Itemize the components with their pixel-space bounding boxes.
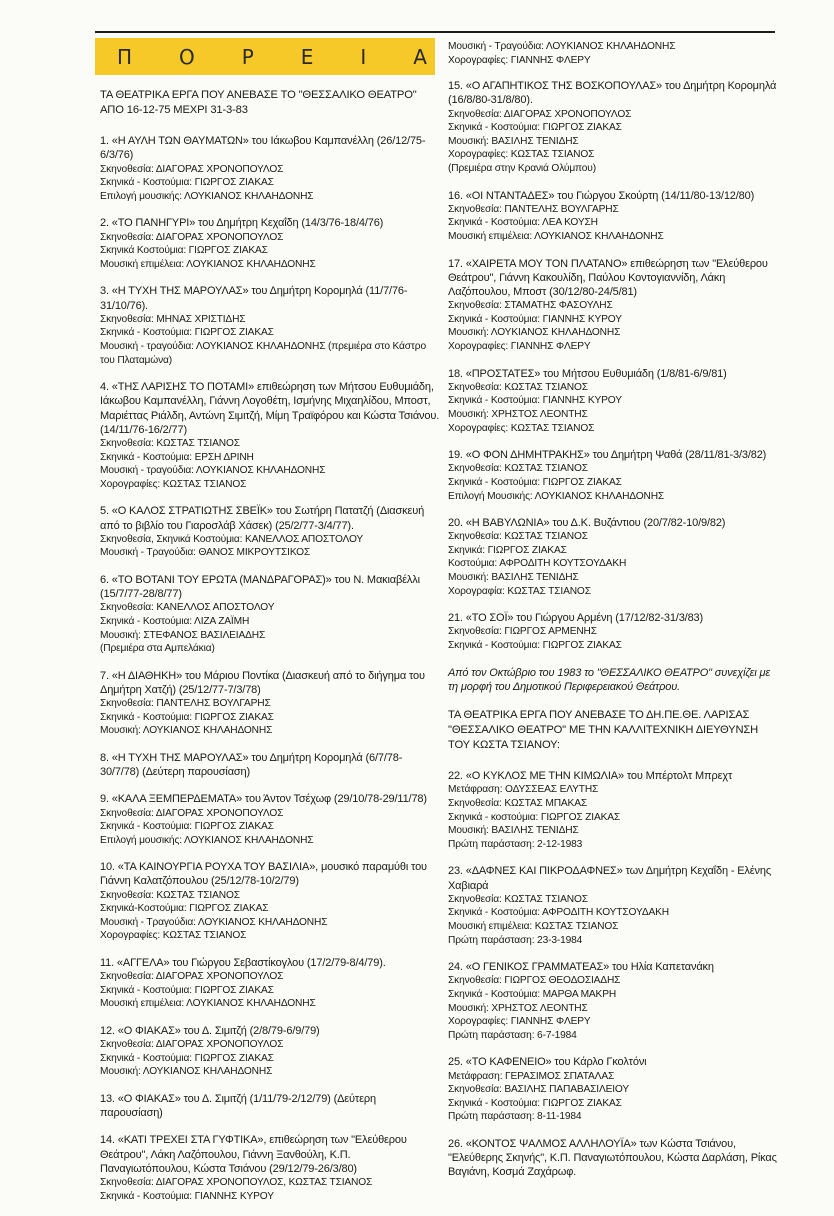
credit-line: Σκηνοθεσία: ΔΙΑΓΟΡΑΣ ΧΡΟΝΟΠΟΥΛΟΣ: [100, 231, 284, 243]
play-entry: [448, 448, 778, 503]
credit-line: (Πρεμιέρα στην Κρανιά Ολύμπου): [448, 162, 596, 174]
play-list-right: [448, 79, 778, 652]
credit-line: Σκηνικά - Κοστούμια: ΓΙΑΝΝΗΣ ΚΥΡΟΥ: [448, 395, 622, 407]
credit-line: Σκηνικά Κοστούμια: ΓΙΩΡΓΟΣ ΖΙΑΚΑΣ: [100, 245, 268, 257]
credit-line: Επιλογή μουσικής: ΛΟΥΚΙΑΝΟΣ ΚΗΛΑΗΔΟΝΗΣ: [100, 834, 314, 846]
credit-line: Σκηνοθεσία: ΚΩΣΤΑΣ ΜΠΑΚΑΣ: [448, 798, 587, 810]
credit-line: Μουσική επιμέλεια: ΛΟΥΚΙΑΝΟΣ ΚΗΛΑΗΔΟΝΗΣ: [448, 230, 664, 242]
credit-line: Μουσική: ΛΟΥΚΙΑΝΟΣ ΚΗΛΑΗΔΟΝΗΣ: [448, 327, 621, 339]
play-entry: [100, 504, 440, 560]
credit-line: Σκηνικά - Κοστούμια: ΓΙΑΝΝΗΣ ΚΥΡΟΥ: [100, 1190, 274, 1202]
play-entry: [100, 751, 440, 779]
play-title: 12. «Ο ΦΙΑΚΑΣ» του Δ. Σιμιτζή (2/8/79-6/9/79): [100, 1025, 320, 1038]
credit-line: Μουσική επιμέλεια: ΛΟΥΚΙΑΝΟΣ ΚΗΛΑΗΔΟΝΗΣ: [100, 258, 316, 270]
play-entry: [448, 189, 778, 244]
credit-line: Σκηνικά - Κοστούμια: ΕΡΣΗ ΔΡΙΝΗ: [100, 451, 254, 463]
play-entry: [100, 792, 440, 847]
credit-line: Σκηνοθεσία: ΒΑΣΙΛΗΣ ΠΑΠΑΒΑΣΙΛΕΙΟΥ: [448, 1084, 630, 1096]
credit-line: Σκηνικά - Κοστούμια: ΓΙΩΡΓΟΣ ΖΙΑΚΑΣ: [100, 1052, 274, 1064]
credit-line: Μουσική - Τραγούδια: ΛΟΥΚΙΑΝΟΣ ΚΗΛΑΗΔΟΝΗΣ: [448, 41, 676, 52]
play-entry: [100, 284, 440, 367]
banner-letter: Ι: [360, 44, 367, 69]
play-title: 8. «Η ΤΥΧΗ ΤΗΣ ΜΑΡΟΥΛΑΣ» του Δημήτρη Κορομηλά (6/7/78-30/7/78) (Δεύτερη παρουσίαση): [100, 751, 403, 779]
play-entry: [100, 1024, 440, 1079]
play-title: 11. «ΑΓΓΕΛΑ» του Γιώργου Σεβαστίκογλου (17/2/79-8/4/79).: [100, 957, 386, 970]
play-entry: [448, 516, 778, 598]
play-title: 24. «Ο ΓΕΝΙΚΟΣ ΓΡΑΜΜΑΤΕΑΣ» του Ηλία Καπετανάκη: [448, 961, 714, 974]
credit-line: Σκηνοθεσία: ΜΗΝΑΣ ΧΡΙΣΤΙΔΗΣ: [100, 313, 246, 325]
transition-note: Από τον Οκτώβριο του 1983 το "ΘΕΣΣΑΛΙΚΟ ΘΕΑΤΡΟ" συνεχίζει με τη μορφή του Δημοτικού Περιφερειακού Θεάτρου.: [448, 666, 771, 694]
play-entry: [448, 864, 778, 947]
credit-line: Σκηνικά - Κοστούμια: ΓΙΩΡΓΟΣ ΖΙΑΚΑΣ: [100, 821, 274, 833]
banner-letter: Ρ: [241, 44, 254, 69]
play-entry: [100, 1092, 440, 1120]
play-title: 22. «Ο ΚΥΚΛΟΣ ΜΕ ΤΗΝ ΚΙΜΩΛΙΑ» του Μπέρτολτ Μπρεχτ: [448, 770, 733, 783]
credit-line: Πρώτη παράσταση: 8-11-1984: [448, 1111, 582, 1123]
credit-line: Σκηνικά - Κοστούμια: ΓΙΩΡΓΟΣ ΖΙΑΚΑΣ: [448, 122, 622, 134]
play-title: 26. «ΚΟΝΤΟΣ ΨΑΛΜΟΣ ΑΛΛΗΛΟΥΪΑ» των Κώστα Τσιάνου, "Ελεύθερης Σκηνής", Κ.Π. Παναγιωτόπουλου, Κώστα Δαρλάση, Ρίκας Βαγιάνη, Κοσμά Ζαχάρωφ.: [448, 1137, 777, 1179]
credit-line: Πρώτη παράσταση: 23-3-1984: [448, 934, 583, 946]
play-title: 14. «ΚΑΤΙ ΤΡΕΧΕΙ ΣΤΑ ΓΥΦΤΙΚΑ», επιθεώρηση των "Ελεύθερου Θεάτρου", Λάκη Λαζόπουλου, Γιάννη Ξανθούλη, Κ.Π. Παναγιωτόπουλου, Κώστα Τσιάνου (29/12/79-26/3/80): [100, 1134, 407, 1175]
credit-line: Σκηνοθεσία: ΔΙΑΓΟΡΑΣ ΧΡΟΝΟΠΟΥΛΟΣ: [100, 807, 284, 819]
play-title: 9. «ΚΑΛΑ ΞΕΜΠΕΡΔΕΜΑΤΑ» του Άντον Τσέχωφ (29/10/78-29/11/78): [100, 793, 427, 806]
credit-line: Σκηνικά - Κοστούμια: ΓΙΩΡΓΟΣ ΖΙΑΚΑΣ: [448, 476, 622, 488]
credit-line: Σκηνικά - Κοστούμια: ΓΙΩΡΓΟΣ ΖΙΑΚΑΣ: [100, 177, 274, 189]
banner-letter: Π: [117, 44, 133, 69]
play-entry: [448, 1055, 778, 1124]
play-title: 21. «ΤΟ ΣΟΪ» του Γιώργου Αρμένη (17/12/82-31/3/83): [448, 612, 704, 625]
credit-line: Σκηνοθεσία: ΔΙΑΓΟΡΑΣ ΧΡΟΝΟΠΟΥΛΟΣ: [448, 108, 632, 120]
play-title: 25. «ΤΟ ΚΑΦΕΝΕΙΟ» του Κάρλο Γκολτόνι: [448, 1056, 647, 1069]
section-banner: [95, 38, 435, 75]
play-list-dipethe: [448, 769, 778, 1179]
credit-line: Σκηνικά - Κοστούμια: ΓΙΩΡΓΟΣ ΖΙΑΚΑΣ: [448, 640, 622, 652]
section-heading: ΤΑ ΘΕΑΤΡΙΚΑ ΕΡΓΑ ΠΟΥ ΑΝΕΒΑΣΕ ΤΟ "ΘΕΣΣΑΛΙΚΟ ΘΕΑΤΡΟ" ΑΠΟ 16-12-75 ΜΕΧΡΙ 31-3-83: [100, 89, 417, 116]
play-entry: [100, 1133, 440, 1203]
credit-line: Μετάφραση: ΟΔΥΣΣΕΑΣ ΕΛΥΤΗΣ: [448, 784, 599, 796]
play-entry: [100, 956, 440, 1011]
play-entry: [448, 367, 778, 436]
credit-line: Μουσική - τραγούδια: ΛΟΥΚΙΑΝΟΣ ΚΗΛΑΗΔΟΝΗΣ (πρεμιέρα στο Κάστρο του Πλαταμώνα): [100, 340, 426, 366]
credit-line: Σκηνοθεσία: ΠΑΝΤΕΛΗΣ ΒΟΥΛΓΑΡΗΣ: [100, 698, 271, 710]
credit-line: Σκηνικά - Κοστούμια: ΛΕΑ ΚΟΥΣΗ: [448, 217, 598, 229]
top-rule: [95, 31, 775, 33]
play-title: 2. «ΤΟ ΠΑΝΗΓΥΡΙ» του Δημήτρη Κεχαΐδη (14/3/76-18/4/76): [100, 217, 384, 230]
credit-line: Μουσική - Τραγούδια: ΘΑΝΟΣ ΜΙΚΡΟΥΤΣΙΚΟΣ: [100, 547, 311, 559]
credit-line: Μουσική: ΣΤΕΦΑΝΟΣ ΒΑΣΙΛΕΙΑΔΗΣ: [100, 629, 266, 641]
play-title: 17. «ΧΑΙΡΕΤΑ ΜΟΥ ΤΟΝ ΠΛΑΤΑΝΟ» επιθεώρηση των "Ελεύθερου Θεάτρου", Γιάννη Κακουλίδη, Παύλου Κοντογιαννίδη, Λάκη Λαζόπουλου, Μποστ (30/12/80-24/5/81): [448, 257, 768, 298]
credit-line: Μουσική: ΧΡΗΣΤΟΣ ΛΕΟΝΤΗΣ: [448, 408, 588, 420]
play-title: 7. «Η ΔΙΑΘΗΚΗ» του Μάριου Ποντίκα (Διασκευή από το διήγημα του Δημήτρη Χατζή) (25/12/77-7/3/78): [100, 669, 425, 696]
credit-line: (Πρεμιέρα στα Αμπελάκια): [100, 643, 215, 655]
credit-line: Χορογραφίες: ΓΙΑΝΝΗΣ ΦΛΕΡΥ: [448, 340, 591, 352]
play-entry: [100, 573, 440, 656]
credit-line: Σκηνοθεσία: ΔΙΑΓΟΡΑΣ ΧΡΟΝΟΠΟΥΛΟΣ: [100, 1039, 284, 1051]
credit-line: Σκηνοθεσία: ΚΩΣΤΑΣ ΤΣΙΑΝΟΣ: [100, 889, 240, 901]
credit-line: Σκηνικά - Κοστούμια: ΓΙΩΡΓΟΣ ΖΙΑΚΑΣ: [100, 711, 274, 723]
credit-line: Μουσική: ΒΑΣΙΛΗΣ ΤΕΝΙΔΗΣ: [448, 135, 579, 147]
play-entry: [100, 216, 440, 271]
play-title: 16. «ΟΙ ΝΤΑΝΤΑΔΕΣ» του Γιώργου Σκούρτη (14/11/80-13/12/80): [448, 189, 755, 202]
play-title: 1. «Η ΑΥΛΗ ΤΩΝ ΘΑΥΜΑΤΩΝ» του Ιάκωβου Καμπανέλλη (26/12/75-6/3/76): [100, 135, 426, 162]
credit-line: Σκηνικά - κοστούμια: ΓΙΩΡΓΟΣ ΖΙΑΚΑΣ: [448, 811, 621, 823]
play-entry: [100, 134, 440, 203]
play-entry: [100, 380, 440, 491]
credit-line: Σκηνοθεσία: ΓΙΩΡΓΟΣ ΘΕΟΔΟΣΙΑΔΗΣ: [448, 975, 621, 987]
credit-line: Σκηνοθεσία, Σκηνικά Κοστούμια: ΚΑΝΕΛΛΟΣ ΑΠΟΣΤΟΛΟΥ: [100, 533, 364, 545]
credit-line: Πρώτη παράσταση: 2-12-1983: [448, 838, 583, 850]
credit-line: Σκηνοθεσία: ΓΙΩΡΓΟΣ ΑΡΜΕΝΗΣ: [448, 626, 597, 638]
credit-line: Χορογραφίες: ΚΩΣΤΑΣ ΤΣΙΑΝΟΣ: [448, 422, 595, 434]
credit-line: Μουσική: ΒΑΣΙΛΗΣ ΤΕΝΙΔΗΣ: [448, 825, 579, 837]
play-entry: [448, 960, 778, 1042]
play-title: 18. «ΠΡΟΣΤΑΤΕΣ» του Μήτσου Ευθυμιάδη (1/8/81-6/9/81): [448, 367, 727, 380]
play-entry: [448, 79, 778, 175]
play-title: 4. «ΤΗΣ ΛΑΡΙΣΗΣ ΤΟ ΠΟΤΑΜΙ» επιθεώρηση των Μήτσου Ευθυμιάδη, Ιάκωβου Καμπανέλλη, Γιάννη Λογοθέτη, Ισμήνης Μιχαηλίδου, Μποστ, Μαριέττας Ριάλδη, Αντώνη Σιμιτζή, Μίμη Τραϊφόρου και Κώστα Τσιάνου. (14/11/76-16/2/77): [100, 381, 440, 436]
play-list-left: [100, 134, 440, 1203]
credit-line: Κοστούμια: ΑΦΡΟΔΙΤΗ ΚΟΥΤΣΟΥΔΑΚΗ: [448, 558, 627, 570]
credit-line: Χορογραφίες: ΓΙΑΝΝΗΣ ΦΛΕΡΥ: [448, 1016, 591, 1028]
play-entry: [448, 769, 778, 851]
section-heading-2: ΤΑ ΘΕΑΤΡΙΚΑ ΕΡΓΑ ΠΟΥ ΑΝΕΒΑΣΕ ΤΟ ΔΗ.ΠΕ.ΘΕ. ΛΑΡΙΣΑΣ "ΘΕΣΣΑΛΙΚΟ ΘΕΑΤΡΟ" ΜΕ ΤΗΝ ΚΑΛΛΙΤΕΧΝΙΚΗ ΔΙΕΥΘΥΝΣΗ ΤΟΥ ΚΩΣΤΑ ΤΣΙΑΝΟΥ:: [448, 709, 759, 751]
credit-line: Μουσική επιμέλεια: ΛΟΥΚΙΑΝΟΣ ΚΗΛΑΗΔΟΝΗΣ: [100, 998, 316, 1010]
credit-line: Σκηνοθεσία: ΔΙΑΓΟΡΑΣ ΧΡΟΝΟΠΟΥΛΟΣ: [100, 163, 284, 175]
play-entry: [448, 611, 778, 652]
continued-credits: [448, 40, 778, 67]
banner-letter: Ε: [300, 44, 314, 69]
credit-line: Μετάφραση: ΓΕΡΑΣΙΜΟΣ ΣΠΑΤΑΛΑΣ: [448, 1070, 615, 1082]
credit-line: Σκηνικά - Κοστούμια: ΓΙΩΡΓΟΣ ΖΙΑΚΑΣ: [100, 327, 274, 339]
credit-line: Μουσική: ΒΑΣΙΛΗΣ ΤΕΝΙΔΗΣ: [448, 572, 579, 584]
play-title: 20. «Η ΒΑΒΥΛΩΝΙΑ» του Δ.Κ. Βυζάντιου (20/7/82-10/9/82): [448, 517, 726, 530]
credit-line: Σκηνοθεσία: ΚΩΣΤΑΣ ΤΣΙΑΝΟΣ: [100, 437, 240, 449]
credit-line: Σκηνικά-Κοστούμια: ΓΙΩΡΓΟΣ ΖΙΑΚΑΣ: [100, 903, 269, 915]
credit-line: Χορογραφίες: ΓΙΑΝΝΗΣ ΦΛΕΡΥ: [448, 54, 591, 66]
credit-line: Σκηνοθεσία: ΔΙΑΓΟΡΑΣ ΧΡΟΝΟΠΟΥΛΟΣ, ΚΩΣΤΑΣ ΤΣΙΑΝΟΣ: [100, 1177, 373, 1189]
credit-line: Σκηνικά - Κοστούμια: ΓΙΩΡΓΟΣ ΖΙΑΚΑΣ: [100, 984, 274, 996]
credit-line: Σκηνικά - Κοστούμια: ΓΙΑΝΝΗΣ ΚΥΡΟΥ: [448, 313, 622, 325]
credit-line: Χορογραφίες: ΚΩΣΤΑΣ ΤΣΙΑΝΟΣ: [100, 930, 247, 942]
credit-line: Σκηνοθεσία: ΔΙΑΓΟΡΑΣ ΧΡΟΝΟΠΟΥΛΟΣ: [100, 971, 284, 983]
credit-line: Μουσική επιμέλεια: ΚΩΣΤΑΣ ΤΣΙΑΝΟΣ: [448, 921, 619, 933]
banner-letter: Ο: [179, 44, 195, 69]
play-title: 13. «Ο ΦΙΑΚΑΣ» του Δ. Σιμιτζή (1/11/79-2/12/79) (Δεύτερη παρουσίαση): [100, 1093, 376, 1120]
credit-line: Σκηνικά - Κοστούμια: ΓΙΩΡΓΟΣ ΖΙΑΚΑΣ: [448, 1097, 622, 1109]
credit-line: Χορογραφίες: ΚΩΣΤΑΣ ΤΣΙΑΝΟΣ: [448, 149, 595, 161]
left-column: [100, 88, 440, 1216]
credit-line: Σκηνικά - Κοστούμια: ΑΦΡΟΔΙΤΗ ΚΟΥΤΣΟΥΔΑΚΗ: [448, 907, 669, 919]
credit-line: Σκηνοθεσία: ΚΑΝΕΛΛΟΣ ΑΠΟΣΤΟΛΟΥ: [100, 602, 275, 614]
credit-line: Πρώτη παράσταση: 6-7-1984: [448, 1029, 577, 1041]
credit-line: Επιλογή Μουσικής: ΛΟΥΚΙΑΝΟΣ ΚΗΛΑΗΔΟΝΗΣ: [448, 490, 665, 502]
credit-line: Μουσική: ΧΡΗΣΤΟΣ ΛΕΟΝΤΗΣ: [448, 1002, 588, 1014]
play-entry: [448, 257, 778, 354]
play-title: 3. «Η ΤΥΧΗ ΤΗΣ ΜΑΡΟΥΛΑΣ» του Δημήτρη Κορομηλά (11/7/76-31/10/76).: [100, 285, 408, 312]
credit-line: Σκηνικά: ΓΙΩΡΓΟΣ ΖΙΑΚΑΣ: [448, 544, 567, 556]
play-title: 10. «ΤΑ ΚΑΙΝΟΥΡΓΙΑ ΡΟΥΧΑ ΤΟΥ ΒΑΣΙΛΙΑ», μουσικό παραμύθι του Γιάννη Καλατζόπουλου (25/12/78-10/2/79): [100, 861, 427, 888]
credit-line: Μουσική: ΛΟΥΚΙΑΝΟΣ ΚΗΛΑΗΔΟΝΗΣ: [100, 725, 273, 737]
credit-line: Σκηνοθεσία: ΠΑΝΤΕΛΗΣ ΒΟΥΛΓΑΡΗΣ: [448, 203, 619, 215]
credit-line: Σκηνοθεσία: ΣΤΑΜΑΤΗΣ ΦΑΣΟΥΛΗΣ: [448, 300, 613, 312]
credit-line: Σκηνοθεσία: ΚΩΣΤΑΣ ΤΣΙΑΝΟΣ: [448, 463, 588, 475]
credit-line: Μουσική - τραγούδια: ΛΟΥΚΙΑΝΟΣ ΚΗΛΑΗΔΟΝΗΣ: [100, 465, 326, 477]
play-title: 5. «Ο ΚΑΛΟΣ ΣΤΡΑΤΙΩΤΗΣ ΣΒΕΪΚ» του Σωτήρη Πατατζή (Διασκευή από το βιβλίο του Γιαροσλάβ Χάσεκ) (25/2/77-3/4/77).: [100, 505, 425, 532]
play-title: 23. «ΔΑΦΝΕΣ ΚΑΙ ΠΙΚΡΟΔΑΦΝΕΣ» των Δημήτρη Κεχαΐδη - Ελένης Χαβιαρά: [448, 865, 772, 892]
credit-line: Σκηνοθεσία: ΚΩΣΤΑΣ ΤΣΙΑΝΟΣ: [448, 381, 588, 393]
credit-line: Χορογραφία: ΚΩΣΤΑΣ ΤΣΙΑΝΟΣ: [448, 585, 591, 597]
credit-line: Μουσική - Τραγούδια: ΛΟΥΚΙΑΝΟΣ ΚΗΛΑΗΔΟΝΗΣ: [100, 916, 328, 928]
play-title: 19. «Ο ΦΟΝ ΔΗΜΗΤΡΑΚΗΣ» του Δημήτρη Ψαθά (28/11/81-3/3/82): [448, 449, 767, 462]
credit-line: Σκηνοθεσία: ΚΩΣΤΑΣ ΤΣΙΑΝΟΣ: [448, 531, 588, 543]
credit-line: Επιλογή μουσικής: ΛΟΥΚΙΑΝΟΣ ΚΗΛΑΗΔΟΝΗΣ: [100, 190, 314, 202]
play-entry: [448, 1137, 778, 1180]
credit-line: Σκηνικά - Κοστούμια: ΜΑΡΘΑ ΜΑΚΡΗ: [448, 989, 617, 1000]
play-entry: [100, 669, 440, 738]
credit-line: Σκηνοθεσία: ΚΩΣΤΑΣ ΤΣΙΑΝΟΣ: [448, 893, 588, 905]
credit-line: Μουσική: ΛΟΥΚΙΑΝΟΣ ΚΗΛΑΗΔΟΝΗΣ: [100, 1066, 273, 1078]
play-title: 15. «Ο ΑΓΑΠΗΤΙΚΟΣ ΤΗΣ ΒΟΣΚΟΠΟΥΛΑΣ» του Δημήτρη Κορομηλά (16/8/80-31/8/80).: [448, 80, 777, 107]
credit-line: Χορογραφίες: ΚΩΣΤΑΣ ΤΣΙΑΝΟΣ: [100, 478, 247, 490]
play-entry: [100, 860, 440, 943]
banner-letter: Α: [413, 44, 427, 69]
right-column: [448, 40, 778, 1193]
play-title: 6. «ΤΟ ΒΟΤΑΝΙ ΤΟΥ ΕΡΩΤΑ (ΜΑΝΔΡΑΓΟΡΑΣ)» του Ν. Μακιαβέλλι (15/7/77-28/8/77): [100, 573, 420, 601]
credit-line: Σκηνικά - Κοστούμια: ΛΙΖΑ ΖΑΪΜΗ: [100, 615, 250, 627]
